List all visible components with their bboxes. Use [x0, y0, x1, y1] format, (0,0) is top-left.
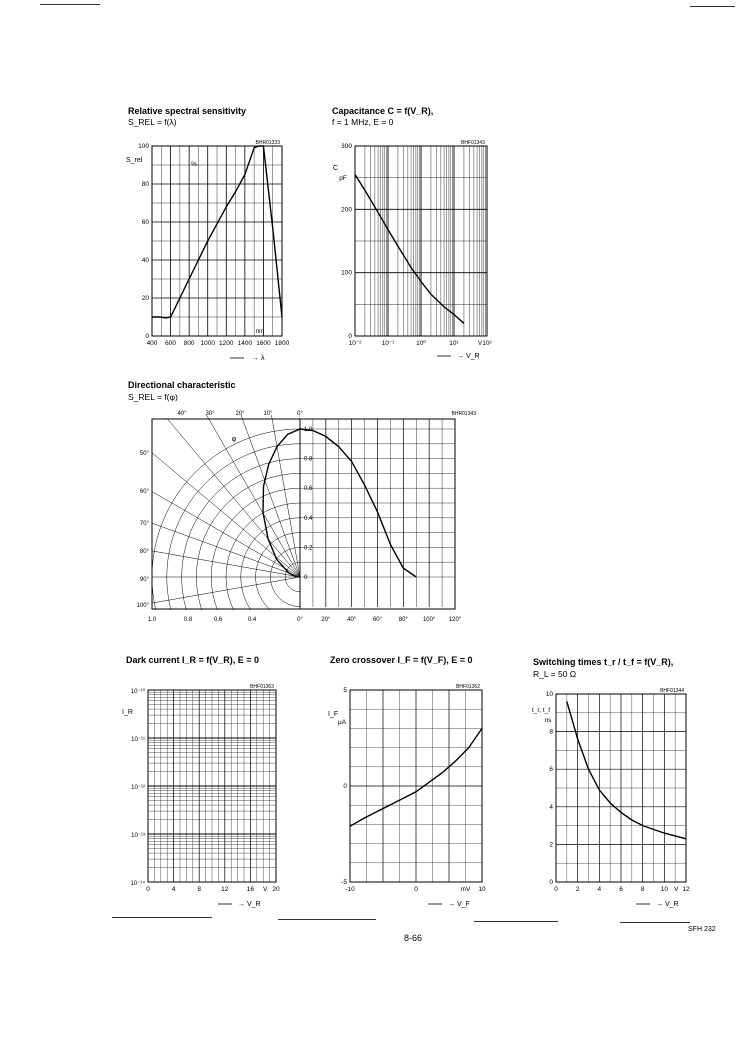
series-line [567, 702, 686, 839]
x-tick-label: 2 [575, 886, 580, 893]
x-tick-label: 1400 [237, 340, 253, 347]
footer-rule-left [112, 917, 212, 918]
footer-rule-mid2 [474, 921, 558, 922]
x-tick-label: 10¹ [449, 340, 459, 347]
angle-label-left: 80° [139, 549, 149, 555]
x-tick-label: 8 [640, 886, 645, 893]
spectral-subtitle: S_REL = f(λ) [128, 117, 177, 127]
inner-value-label: 0.8 [304, 456, 313, 463]
y-tick-label: 10⁻¹⁰ [130, 689, 145, 695]
y-tick-label: -5 [341, 879, 347, 886]
x-tick-label: 40° [347, 617, 357, 623]
x-tick-label: 4 [171, 886, 176, 893]
inner-value-label: 0.6 [304, 486, 313, 493]
x-tick-label: 10² [482, 340, 492, 347]
x-tick-label: 20 [272, 886, 280, 893]
chart-code: BHF01344 [660, 688, 684, 694]
directional-subtitle: S_REL = f(φ) [128, 392, 178, 402]
phi-label: φ [231, 436, 237, 443]
x-tick-label: 600 [165, 340, 177, 347]
angle-label-left: 70° [139, 521, 149, 527]
page-number: 8-66 [404, 933, 423, 943]
y-tick-label: 10⁻¹² [131, 785, 145, 791]
x-tick-label: 1000 [200, 340, 215, 347]
x-unit-label: mV [460, 886, 471, 893]
x-axis-label: → V_F [448, 901, 470, 908]
x-tick-label: 100° [422, 617, 436, 623]
y-tick-label: 200 [341, 206, 352, 214]
y-axis-label: C [333, 165, 339, 172]
angle-label-top: 30° [205, 411, 215, 417]
y-tick-label: 20 [141, 295, 149, 302]
x-tick-label: 12 [221, 886, 229, 893]
x-tick-label: 0 [554, 886, 558, 893]
y-axis-label: S_rel [126, 157, 143, 164]
y-tick-label: 8 [549, 728, 553, 736]
radial-tick-label: 0.6 [213, 617, 223, 623]
x-tick-label: 16 [246, 886, 255, 893]
zero-crossover-chart [320, 680, 495, 915]
angle-label-left: 50° [139, 451, 149, 457]
chart-code: BHF01362 [456, 684, 480, 690]
x-tick-label: 1600 [256, 340, 271, 347]
x-tick-label: 120° [448, 617, 462, 623]
chart-code: BHF01363 [250, 684, 274, 690]
x-unit-label: V [262, 886, 268, 893]
dark-current-title: Dark current I_R = f(V_R), E = 0 [126, 655, 260, 665]
footer-rule-mid [278, 919, 376, 920]
y-axis-label: I_R [122, 709, 133, 716]
directional-chart [120, 405, 500, 630]
inner-value-label: 0 [304, 575, 308, 581]
polar-ray [96, 577, 300, 613]
radial-tick-label: 0.4 [247, 617, 257, 623]
spectral-chart [120, 132, 320, 367]
x-unit-label: V [477, 341, 482, 347]
x-tick-label: 6 [619, 886, 623, 893]
x-tick-label: 10⁻² [348, 340, 362, 347]
y-tick-label: 2 [549, 841, 553, 849]
chart-code: BHR01343 [451, 411, 476, 417]
y-tick-label: 5 [343, 687, 347, 694]
x-tick-label: 0 [414, 886, 418, 893]
y-tick-label: 6 [549, 766, 553, 774]
x-tick-label: 0° [297, 617, 303, 623]
capacitance-chart [325, 132, 510, 367]
angle-label-left: 90° [139, 577, 149, 583]
scan-mark-top-left [40, 4, 100, 5]
angle-label-top: 40° [177, 411, 187, 417]
angle-label-left: 60° [139, 489, 149, 495]
x-unit-label: V [674, 886, 679, 893]
y-tick-label: 10 [545, 691, 553, 698]
part-number: SFH 232 [688, 926, 716, 933]
x-axis-label: → V_R [457, 353, 480, 360]
inner-value-label: 0.4 [304, 515, 313, 522]
x-tick-label: 20° [321, 617, 331, 623]
dark-current-chart [118, 680, 293, 915]
y-tick-label: 0 [145, 333, 149, 340]
directional-title: Directional characteristic [128, 380, 236, 390]
y-tick-label: 10⁻¹¹ [131, 737, 145, 743]
y-tick-label: 0 [348, 333, 352, 340]
polar-ray [105, 506, 300, 577]
x-unit-label: nm [255, 329, 265, 335]
chart-code: BHR01333 [255, 140, 280, 146]
y-tick-label: 40 [141, 257, 149, 264]
x-tick-label: 60° [372, 617, 383, 623]
switching-title: Switching times t_r / t_f = f(V_R), [533, 657, 674, 667]
y-tick-label: 100 [341, 269, 352, 277]
inner-value-label: 0.2 [304, 545, 313, 552]
radial-tick-label: 0.8 [183, 617, 193, 623]
series-line [355, 175, 464, 324]
x-tick-label: 10⁰ [416, 340, 426, 347]
x-tick-label: -10 [345, 886, 355, 893]
radial-tick-label: 1.0 [147, 617, 157, 623]
y-tick-label: 10⁻¹³ [131, 833, 145, 839]
y-axis-label: I_F [328, 711, 339, 718]
scan-mark-top-right [690, 6, 735, 7]
x-tick-label: 1200 [219, 340, 234, 347]
spectral-title: Relative spectral sensitivity [128, 106, 247, 116]
y-tick-label: 60 [141, 219, 149, 226]
y-tick-label: 4 [549, 803, 553, 811]
capacitance-title: Capacitance C = f(V_R), [332, 106, 434, 116]
y-tick-label: 10⁻¹⁴ [130, 881, 145, 887]
x-tick-label: 80° [398, 617, 408, 623]
x-axis-label: → V_R [238, 901, 261, 908]
angle-label-top: 0° [297, 411, 303, 417]
y-unit-label: ns [544, 717, 552, 724]
y-unit-label: μA [337, 719, 347, 726]
y-tick-label: 100 [138, 143, 149, 150]
zero-crossover-title: Zero crossover I_F = f(V_F), E = 0 [330, 655, 473, 665]
angle-label-top: 10° [263, 411, 273, 417]
x-tick-label: 8 [197, 886, 202, 893]
y-tick-label: 300 [341, 143, 352, 150]
angle-label-top: 20° [235, 411, 245, 417]
polar-ray [264, 373, 300, 577]
x-tick-label: 0 [146, 886, 150, 893]
x-axis-label: → λ [252, 355, 265, 362]
y-tick-label: 80 [141, 181, 149, 188]
y-unit-label: % [191, 161, 197, 168]
switching-chart [528, 680, 703, 915]
switching-subtitle: R_L = 50 Ω [533, 669, 577, 679]
x-tick-label: 10 [478, 886, 486, 893]
x-tick-label: 4 [597, 886, 602, 893]
chart-code: BHF01343 [461, 140, 485, 146]
x-tick-label: 800 [183, 340, 195, 347]
x-tick-label: 1800 [274, 340, 290, 347]
y-axis-label: t_r, t_f [532, 707, 551, 714]
x-tick-label: 10 [660, 886, 668, 893]
footer-rule-right [620, 922, 690, 923]
y-tick-label: 0 [549, 879, 553, 886]
capacitance-subtitle: f = 1 MHz, E = 0 [332, 117, 394, 127]
x-axis-label: → V_R [656, 901, 679, 908]
polar-ray [196, 398, 300, 577]
x-tick-label: 10⁻¹ [381, 340, 395, 347]
x-tick-label: 400 [146, 340, 158, 347]
inner-value-label: 1.0 [304, 427, 313, 433]
y-unit-label: pF [339, 175, 347, 182]
x-tick-label: 12 [682, 886, 690, 893]
polar-ray [96, 541, 300, 577]
y-tick-label: 0 [343, 783, 347, 790]
angle-label-left: 100° [136, 603, 149, 609]
